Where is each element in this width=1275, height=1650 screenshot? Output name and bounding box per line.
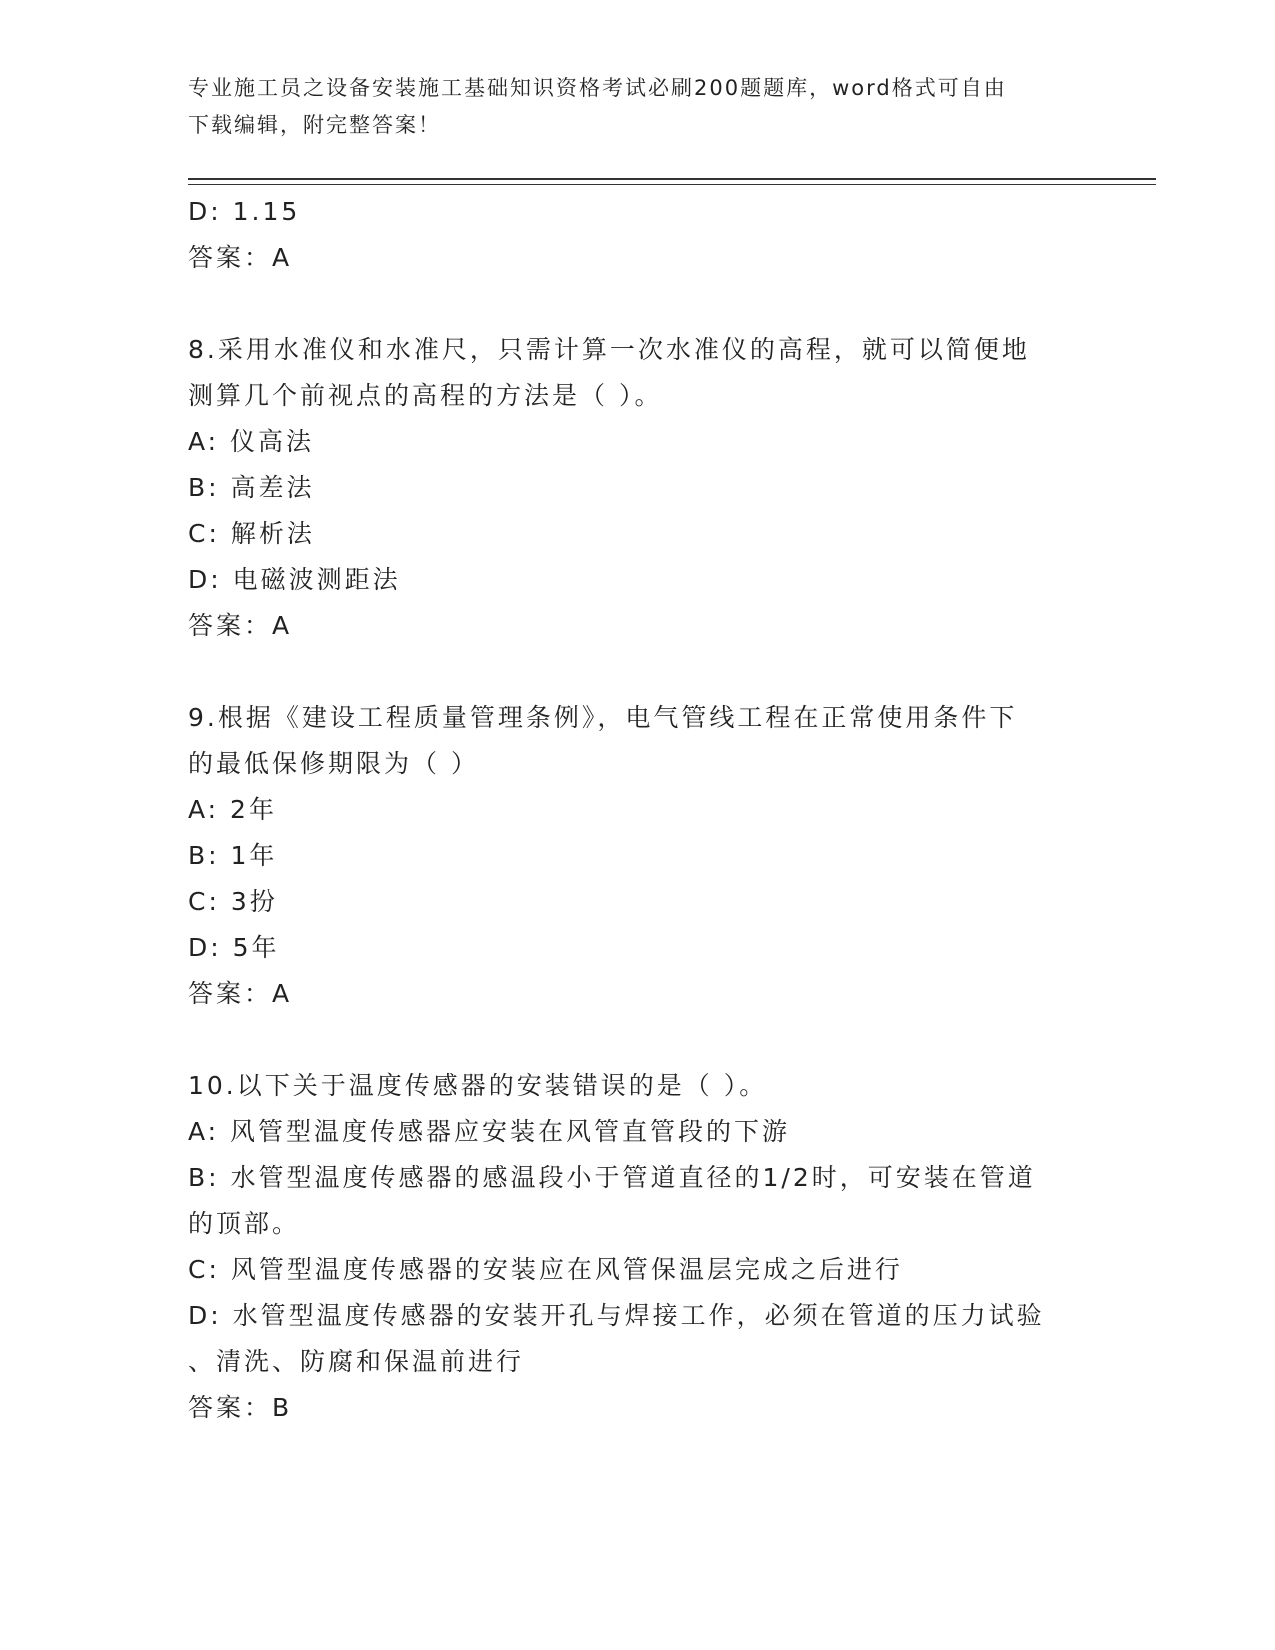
prev-answer [188, 235, 1088, 281]
question-10-option-b-line-2: 的顶部。 [188, 1209, 301, 1238]
answer-label: 答案： [188, 979, 273, 1008]
answer-value: A [272, 243, 293, 272]
question-8 [188, 327, 1088, 649]
question-10-option-a: A: 风管型温度传感器应安装在风管直管段的下游 [188, 1117, 791, 1146]
answer-value: A [272, 979, 293, 1008]
answer-label: 答案： [188, 1393, 273, 1422]
question-spacer [188, 1017, 1088, 1063]
question-10-answer [188, 1385, 1088, 1431]
answer-value: A [272, 611, 293, 640]
question-content [188, 189, 1088, 1431]
question-10-option-d-line-1: D: 水管型温度传感器的安装开孔与焊接工作，必须在管道的压力试验 [188, 1301, 1045, 1330]
question-8-option-d: D: 电磁波测距法 [188, 565, 401, 594]
question-10-text-line-1: 10.以下关于温度传感器的安装错误的是（ ）。 [188, 1071, 768, 1100]
answer-label: 答案： [188, 243, 273, 272]
question-8-option-a: A: 仪高法 [188, 427, 315, 456]
question-8-answer [188, 603, 1088, 649]
prev-option-d: D: 1.15 [188, 197, 301, 226]
question-8-text-line-2: 测算几个前视点的高程的方法是（ ）。 [188, 381, 663, 410]
header-line-1: 专业施工员之设备安装施工基础知识资格考试必刷200题题库，word格式可自由 [188, 76, 1007, 100]
question-9-option-a: A: 2年 [188, 795, 277, 824]
question-9-option-b: B: 1年 [188, 841, 278, 870]
question-9-text-line-1: 9.根据《建设工程质量管理条例》，电气管线工程在正常使用条件下 [188, 703, 1018, 732]
question-10-option-d-line-2: 、清洗、防腐和保温前进行 [188, 1347, 525, 1376]
question-spacer [188, 281, 1088, 327]
question-8-option-b: B: 高差法 [188, 473, 315, 502]
answer-value: B [272, 1393, 293, 1422]
question-9 [188, 695, 1088, 1017]
question-10 [188, 1063, 1088, 1431]
question-spacer [188, 649, 1088, 695]
question-9-answer [188, 971, 1088, 1017]
answer-label: 答案： [188, 611, 273, 640]
question-10-option-c: C: 风管型温度传感器的安装应在风管保温层完成之后进行 [188, 1255, 903, 1284]
question-8-text-line-1: 8.采用水准仪和水准尺，只需计算一次水准仪的高程，就可以简便地 [188, 335, 1030, 364]
header-divider-thin [188, 184, 1156, 185]
question-9-text-line-2: 的最低保修期限为（ ） [188, 749, 479, 778]
question-8-option-c: C: 解析法 [188, 519, 315, 548]
document-header [188, 70, 1068, 144]
question-9-option-c: C: 3扮 [188, 887, 278, 916]
question-9-option-d: D: 5年 [188, 933, 280, 962]
question-10-option-b-line-1: B: 水管型温度传感器的感温段小于管道直径的1/2时，可安装在管道 [188, 1163, 1036, 1192]
header-divider-thick [188, 178, 1156, 180]
header-line-2: 下载编辑，附完整答案！ [188, 113, 441, 137]
